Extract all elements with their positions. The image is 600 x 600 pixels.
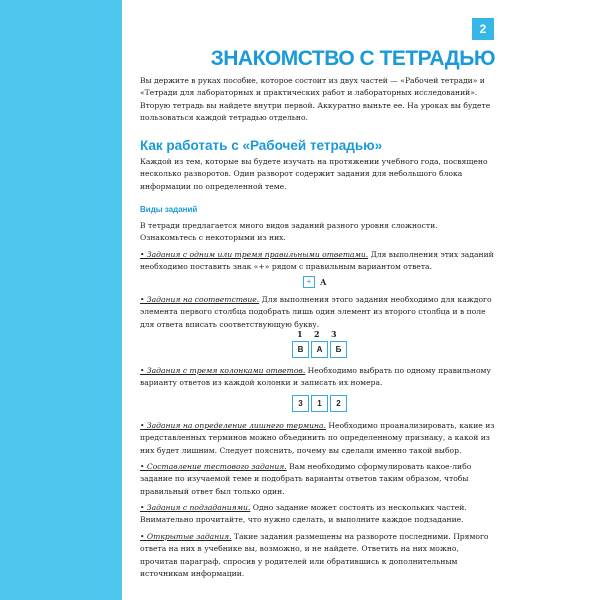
task-open bbox=[140, 531, 495, 581]
page-title: ЗНАКОМСТВО С ТЕТРАДЬЮ bbox=[210, 47, 495, 70]
task-four-lead: • Задания на определение лишнего термина. bbox=[140, 421, 326, 430]
task-six-text: Одно задание может состоять из нескольких частей. Внимательно прочитайте, что нужно сделать, и выполните каждое подзадание. bbox=[140, 503, 467, 525]
task-odd-term bbox=[140, 420, 495, 457]
match-number-2: 2 bbox=[314, 329, 320, 339]
subsection-title: Виды заданий bbox=[140, 205, 198, 214]
task-subtasks bbox=[140, 502, 495, 527]
task-matching bbox=[140, 294, 495, 331]
match-cell: В bbox=[292, 341, 309, 358]
task-five-text: Вам необходимо сформулировать какое-либо задание по изучаемой теме и подобрать варианты ответов таким образом, чтобы правильный ответ был только один. bbox=[140, 462, 472, 496]
tasks-intro: В тетради предлагается много видов заданий разного уровня сложности. Ознакомьтесь с некоторыми из них. bbox=[140, 221, 438, 243]
intro-paragraph: Вы держите в руках пособие, которое состоит из двух частей — «Рабочей тетради» и «Тетради для лабораторных и практических работ и лабораторных исследований». Вторую тетрадь вы найдете внутри первой. Аккуратно выньте ее. На уроках вы будете пользоваться каждой тетрадью отдельно. bbox=[140, 76, 491, 123]
column-cell: 3 bbox=[292, 395, 309, 412]
task-one-lead: • Задания с одним или тремя правильными ответами. bbox=[140, 250, 369, 259]
task-four-text: Необходимо проанализировать, какие из представленных терминов можно объединить по определенному признаку, а какой из них будет лишним. Следует пояснить, почему вы сделали именно такой выбор. bbox=[140, 421, 495, 455]
task-five-lead: • Составление тестового задания. bbox=[140, 462, 287, 471]
match-number-3: 3 bbox=[331, 329, 337, 339]
column-cell: 1 bbox=[311, 395, 328, 412]
column-answer-cells bbox=[292, 395, 349, 412]
section-title: Как работать с «Рабочей тетрадью» bbox=[140, 138, 383, 153]
task-one-text: Для выполнения этих заданий необходимо поставить знак «+» рядом с правильным вариантом ответа. bbox=[140, 250, 494, 272]
section-paragraph: Каждой из тем, которые вы будете изучать на протяжении учебного года, посвящено несколько разворотов. Один разворот содержит задания для небольшого блока информации по определенной теме. bbox=[140, 157, 488, 191]
task-make-test bbox=[140, 461, 495, 498]
match-answer-cells bbox=[292, 341, 349, 358]
page-number: 2 bbox=[472, 18, 494, 40]
task-seven-lead: • Открытые задания. bbox=[140, 532, 232, 541]
plus-answer-letter: А bbox=[320, 277, 327, 287]
plus-answer-box: + bbox=[303, 276, 315, 288]
match-cell: Б bbox=[330, 341, 347, 358]
match-cell: А bbox=[311, 341, 328, 358]
task-two-text: Для выполнения этого задания необходимо для каждого элемента первого столбца подобрать лишь один элемент из второго столбца и в поле для ответа вписать соответствующую букву. bbox=[140, 295, 492, 329]
match-number-1: 1 bbox=[297, 329, 303, 339]
task-six-lead: • Задания с подзаданиями. bbox=[140, 503, 251, 512]
task-three-text: Необходимо выбрать по одному правильному варианту ответов из каждой колонки и записать их номера. bbox=[140, 366, 491, 388]
task-seven-text: Такие задания размещены на развороте последними. Прямого ответа на них в учебнике вы, возможно, и не найдете. Ответить на них можно, прочитав параграф, спросив у родителей или обратившись к дополнительным источникам информации. bbox=[140, 532, 489, 579]
side-color-bar bbox=[0, 0, 122, 600]
task-two-lead: • Задания на соответствие. bbox=[140, 295, 260, 304]
column-cell: 2 bbox=[330, 395, 347, 412]
task-three-lead: • Задания с тремя колонками ответов. bbox=[140, 366, 306, 375]
task-one-answer bbox=[140, 249, 495, 274]
task-three-columns bbox=[140, 365, 495, 390]
